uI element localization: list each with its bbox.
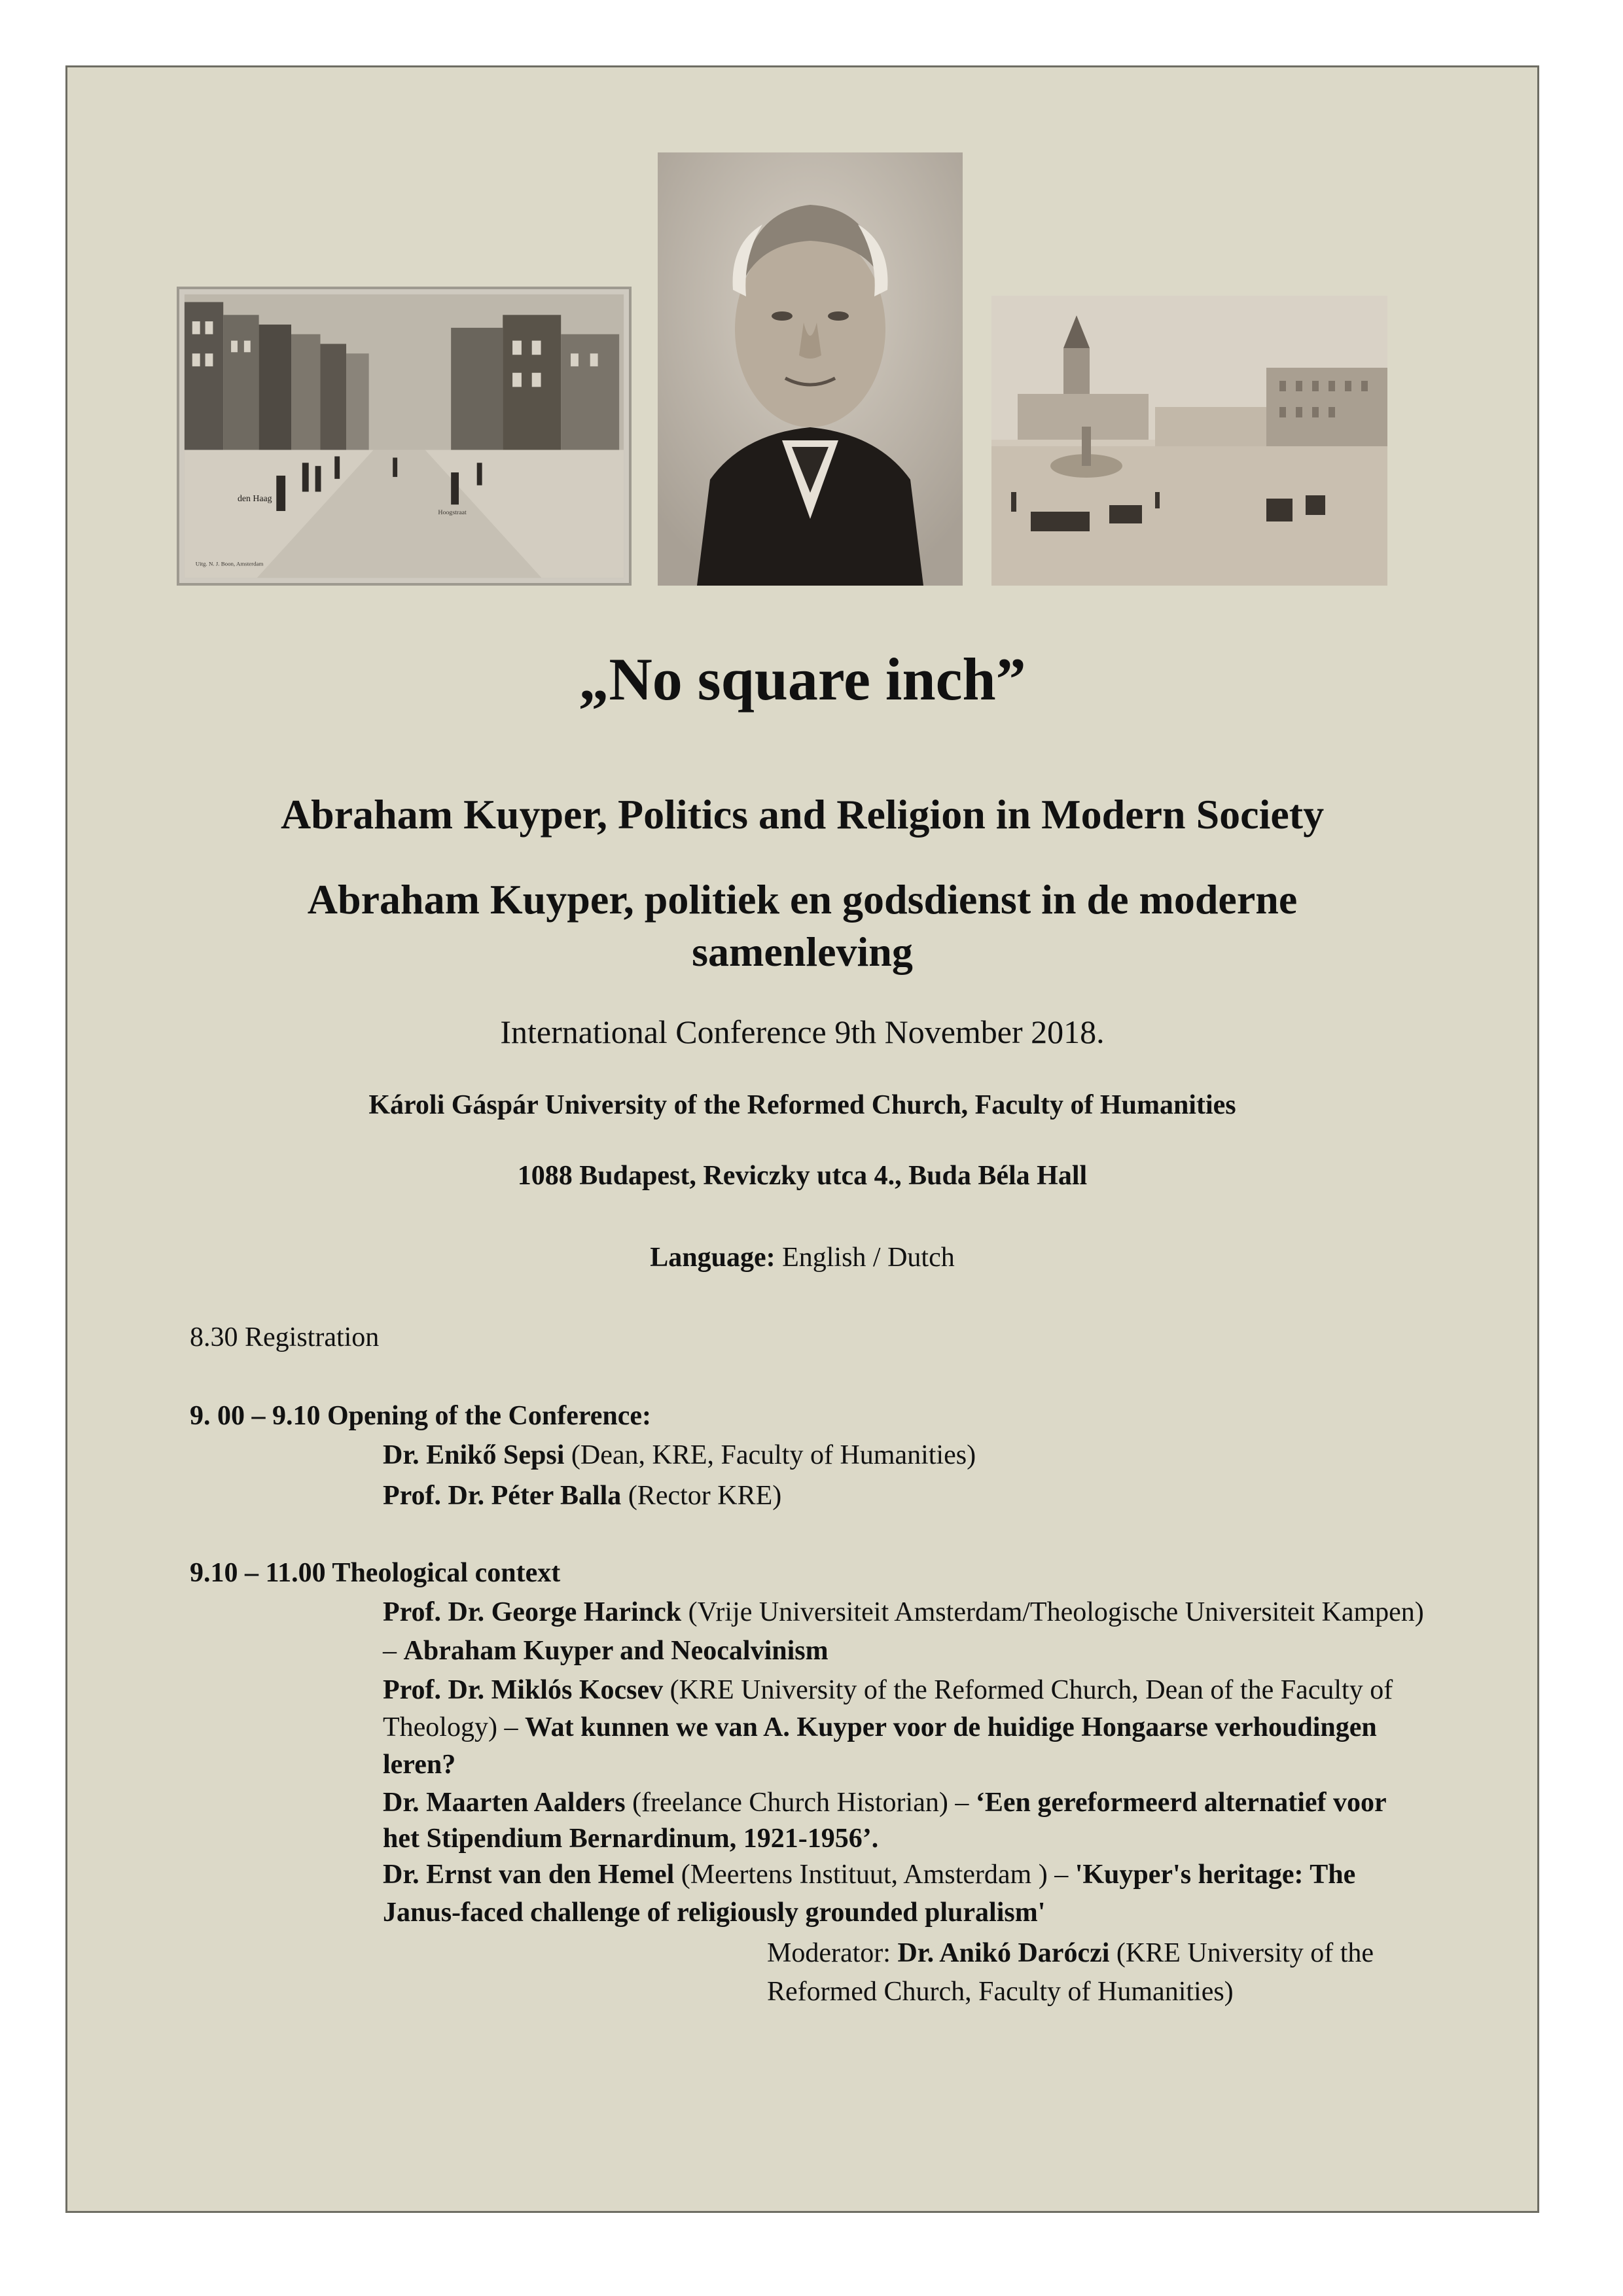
language-label: Language: bbox=[650, 1243, 776, 1273]
street-photo-den-haag bbox=[177, 287, 632, 586]
moderator-line-cont: Reformed Church, Faculty of Humanities) bbox=[767, 1977, 1234, 2007]
moderator-line: Moderator: Dr. Anikó Daróczi (KRE University of the bbox=[767, 1938, 1374, 1968]
opening-speaker: Dr. Enikő Sepsi (Dean, KRE, Faculty of Humanities) bbox=[383, 1440, 976, 1470]
subtitle-dutch-line2: samenleving bbox=[692, 928, 913, 975]
page-title: „No square inch” bbox=[579, 646, 1026, 713]
theological-heading: 9.10 – 11.00 Theological context bbox=[190, 1558, 561, 1588]
photo-caption-place: den Haag bbox=[237, 493, 272, 504]
subtitle-dutch-line1: Abraham Kuyper, politiek en godsdienst in de moderne bbox=[307, 876, 1298, 923]
conference-date: International Conference 9th November 2018. bbox=[500, 1014, 1105, 1050]
registration-item: 8.30 Registration bbox=[190, 1322, 380, 1352]
opening-heading: 9. 00 – 9.10 Opening of the Conference: bbox=[190, 1401, 651, 1431]
talk-hemel-speaker: Dr. Ernst van den Hemel (Meertens Instituut, Amsterdam ) – 'Kuyper's heritage: The bbox=[383, 1860, 1356, 1890]
talk-kocsev-speaker: Prof. Dr. Miklós Kocsev (KRE University of the Reformed Church, Dean of the Faculty of bbox=[383, 1675, 1393, 1705]
subtitle-english: Abraham Kuyper, Politics and Religion in Modern Society bbox=[280, 791, 1325, 838]
talk-harinck-speaker: Prof. Dr. George Harinck (Vrije Universiteit Amsterdam/Theologische Universiteit Kampen) bbox=[383, 1597, 1424, 1627]
photo-caption-street: Hoogstraat bbox=[438, 508, 467, 516]
talk-aalders-speaker: Dr. Maarten Aalders (freelance Church Historian) – ‘Een gereformeerd alternatief voor bbox=[383, 1788, 1387, 1818]
university-name: Károli Gáspár University of the Reformed Church, Faculty of Humanities bbox=[368, 1090, 1236, 1120]
photo-caption-publisher: Uitg. N. J. Boon, Amsterdam bbox=[195, 560, 264, 567]
talk-kocsev-title: Theology) – Wat kunnen we van A. Kuyper voor de huidige Hongaarse verhoudingen bbox=[383, 1712, 1377, 1742]
talk-hemel-title-cont: Janus-faced challenge of religiously grounded pluralism' bbox=[383, 1898, 1046, 1928]
language-value: English / Dutch bbox=[775, 1243, 955, 1273]
talk-aalders-title-cont: het Stipendium Bernardinum, 1921-1956’. bbox=[383, 1824, 879, 1854]
talk-harinck-title: – Abraham Kuyper and Neocalvinism bbox=[383, 1636, 829, 1666]
portrait-photo bbox=[658, 152, 963, 586]
language-line bbox=[65, 1242, 1539, 1273]
venue-address: 1088 Budapest, Reviczky utca 4., Buda Béla Hall bbox=[517, 1161, 1088, 1191]
talk-kocsev-title-cont: leren? bbox=[383, 1750, 456, 1780]
opening-speaker: Prof. Dr. Péter Balla (Rector KRE) bbox=[383, 1481, 782, 1511]
square-photo-budapest bbox=[991, 296, 1387, 586]
